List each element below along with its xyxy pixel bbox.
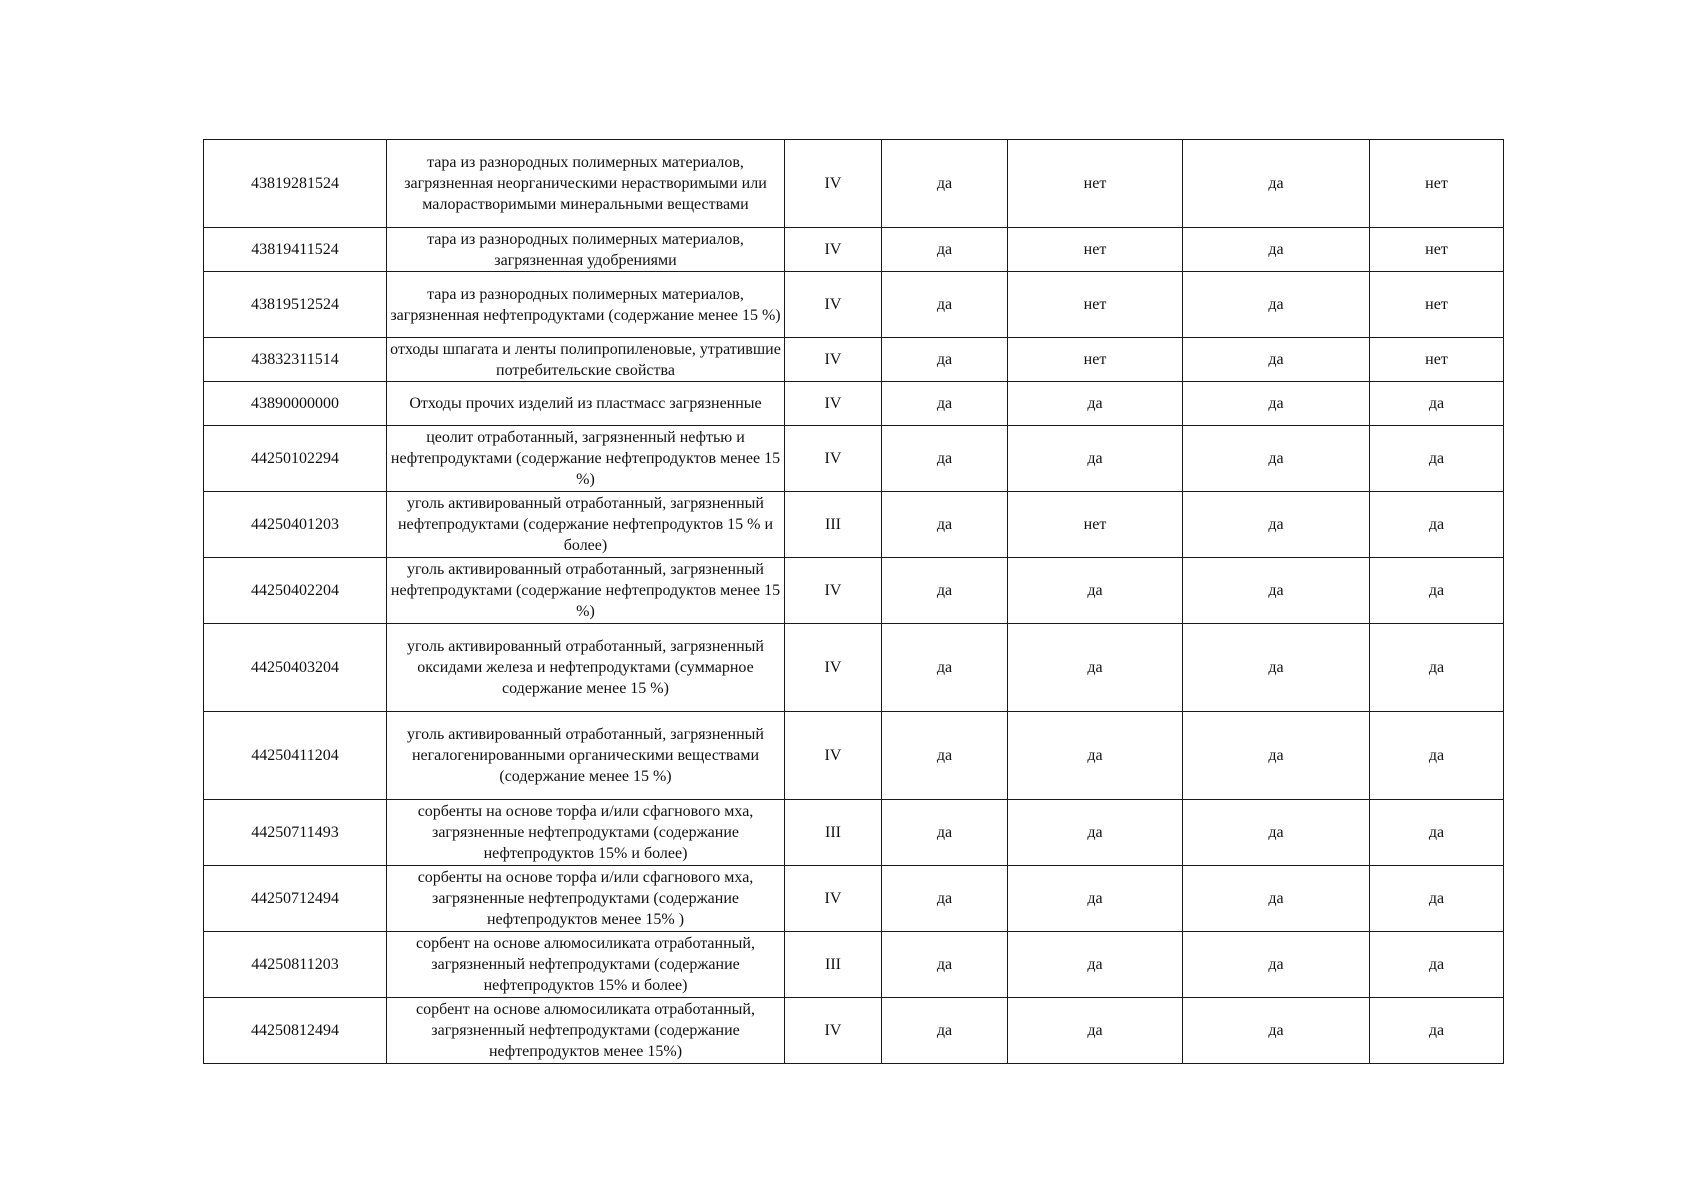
flag-cell-3: да: [1183, 272, 1370, 338]
flag-cell-4: да: [1370, 624, 1504, 712]
flag-cell-3: да: [1183, 140, 1370, 228]
flag-cell-1: да: [882, 382, 1008, 426]
flag-cell-4: нет: [1370, 272, 1504, 338]
flag-cell-4: да: [1370, 492, 1504, 558]
table-row: [204, 426, 1504, 492]
table-row: [204, 932, 1504, 998]
flag-cell-4: да: [1370, 998, 1504, 1064]
flag-cell-1: да: [882, 558, 1008, 624]
waste-code-cell: 43819411524: [204, 228, 387, 272]
table-row: [204, 382, 1504, 426]
waste-code-cell: 44250712494: [204, 866, 387, 932]
waste-name-cell: сорбент на основе алюмосиликата отработанный, загрязненный нефтепродуктами (содержание нефтепродуктов менее 15%): [387, 998, 785, 1064]
table-row: [204, 712, 1504, 800]
flag-cell-4: нет: [1370, 338, 1504, 382]
waste-name-cell: отходы шпагата и ленты полипропиленовые, утратившие потребительские свойства: [387, 338, 785, 382]
waste-name-cell: Отходы прочих изделий из пластмасс загрязненные: [387, 382, 785, 426]
waste-name-cell: уголь активированный отработанный, загрязненный оксидами железа и нефтепродуктами (суммарное содержание менее 15 %): [387, 624, 785, 712]
waste-code-cell: 44250812494: [204, 998, 387, 1064]
flag-cell-3: да: [1183, 712, 1370, 800]
flag-cell-3: да: [1183, 426, 1370, 492]
waste-code-cell: 43819512524: [204, 272, 387, 338]
flag-cell-2: да: [1008, 382, 1183, 426]
hazard-class-cell: IV: [785, 272, 882, 338]
flag-cell-3: да: [1183, 558, 1370, 624]
flag-cell-4: да: [1370, 558, 1504, 624]
flag-cell-3: да: [1183, 800, 1370, 866]
waste-name-cell: цеолит отработанный, загрязненный нефтью и нефтепродуктами (содержание нефтепродуктов менее 15 %): [387, 426, 785, 492]
table-row: [204, 228, 1504, 272]
waste-name-cell: сорбент на основе алюмосиликата отработанный, загрязненный нефтепродуктами (содержание нефтепродуктов 15% и более): [387, 932, 785, 998]
waste-name-cell: уголь активированный отработанный, загрязненный нефтепродуктами (содержание нефтепродуктов 15 % и более): [387, 492, 785, 558]
waste-code-cell: 43819281524: [204, 140, 387, 228]
flag-cell-4: нет: [1370, 228, 1504, 272]
table-row: [204, 998, 1504, 1064]
waste-table: [203, 139, 1504, 1064]
flag-cell-2: да: [1008, 624, 1183, 712]
flag-cell-1: да: [882, 624, 1008, 712]
waste-code-cell: 44250811203: [204, 932, 387, 998]
table-row: [204, 140, 1504, 228]
waste-code-cell: 44250411204: [204, 712, 387, 800]
flag-cell-1: да: [882, 228, 1008, 272]
hazard-class-cell: IV: [785, 866, 882, 932]
flag-cell-1: да: [882, 998, 1008, 1064]
waste-code-cell: 43832311514: [204, 338, 387, 382]
flag-cell-1: да: [882, 426, 1008, 492]
hazard-class-cell: III: [785, 800, 882, 866]
flag-cell-2: нет: [1008, 140, 1183, 228]
flag-cell-1: да: [882, 866, 1008, 932]
flag-cell-2: да: [1008, 712, 1183, 800]
waste-name-cell: сорбенты на основе торфа и/или сфагнового мха, загрязненные нефтепродуктами (содержание нефтепродуктов менее 15% ): [387, 866, 785, 932]
waste-code-cell: 44250401203: [204, 492, 387, 558]
flag-cell-3: да: [1183, 866, 1370, 932]
flag-cell-3: да: [1183, 492, 1370, 558]
hazard-class-cell: IV: [785, 712, 882, 800]
table-row: [204, 272, 1504, 338]
table-row: [204, 492, 1504, 558]
hazard-class-cell: IV: [785, 624, 882, 712]
hazard-class-cell: IV: [785, 140, 882, 228]
table-row: [204, 338, 1504, 382]
hazard-class-cell: IV: [785, 228, 882, 272]
flag-cell-3: да: [1183, 338, 1370, 382]
flag-cell-3: да: [1183, 932, 1370, 998]
flag-cell-4: да: [1370, 426, 1504, 492]
table-row: [204, 558, 1504, 624]
flag-cell-4: да: [1370, 382, 1504, 426]
flag-cell-2: да: [1008, 932, 1183, 998]
hazard-class-cell: IV: [785, 558, 882, 624]
flag-cell-1: да: [882, 140, 1008, 228]
flag-cell-2: да: [1008, 426, 1183, 492]
hazard-class-cell: IV: [785, 998, 882, 1064]
waste-code-cell: 44250102294: [204, 426, 387, 492]
flag-cell-1: да: [882, 712, 1008, 800]
hazard-class-cell: IV: [785, 338, 882, 382]
waste-name-cell: тара из разнородных полимерных материалов, загрязненная удобрениями: [387, 228, 785, 272]
flag-cell-1: да: [882, 338, 1008, 382]
flag-cell-1: да: [882, 800, 1008, 866]
flag-cell-1: да: [882, 492, 1008, 558]
hazard-class-cell: III: [785, 492, 882, 558]
waste-code-cell: 44250403204: [204, 624, 387, 712]
flag-cell-2: нет: [1008, 492, 1183, 558]
flag-cell-4: да: [1370, 932, 1504, 998]
flag-cell-2: да: [1008, 998, 1183, 1064]
hazard-class-cell: IV: [785, 426, 882, 492]
flag-cell-3: да: [1183, 624, 1370, 712]
flag-cell-3: да: [1183, 228, 1370, 272]
waste-code-cell: 44250402204: [204, 558, 387, 624]
flag-cell-3: да: [1183, 382, 1370, 426]
waste-code-cell: 43890000000: [204, 382, 387, 426]
table-row: [204, 624, 1504, 712]
flag-cell-1: да: [882, 272, 1008, 338]
hazard-class-cell: IV: [785, 382, 882, 426]
flag-cell-2: нет: [1008, 228, 1183, 272]
flag-cell-2: да: [1008, 558, 1183, 624]
flag-cell-2: да: [1008, 800, 1183, 866]
waste-code-cell: 44250711493: [204, 800, 387, 866]
flag-cell-1: да: [882, 932, 1008, 998]
waste-name-cell: тара из разнородных полимерных материалов, загрязненная нефтепродуктами (содержание менее 15 %): [387, 272, 785, 338]
flag-cell-4: да: [1370, 800, 1504, 866]
flag-cell-4: да: [1370, 712, 1504, 800]
waste-name-cell: тара из разнородных полимерных материалов, загрязненная неорганическими нерастворимыми или малорастворимыми минеральными веществами: [387, 140, 785, 228]
table-row: [204, 866, 1504, 932]
waste-name-cell: уголь активированный отработанный, загрязненный нефтепродуктами (содержание нефтепродуктов менее 15 %): [387, 558, 785, 624]
flag-cell-4: нет: [1370, 140, 1504, 228]
flag-cell-2: нет: [1008, 272, 1183, 338]
flag-cell-2: нет: [1008, 338, 1183, 382]
table-row: [204, 800, 1504, 866]
hazard-class-cell: III: [785, 932, 882, 998]
flag-cell-2: да: [1008, 866, 1183, 932]
waste-name-cell: уголь активированный отработанный, загрязненный негалогенированными органическими веществами (содержание менее 15 %): [387, 712, 785, 800]
flag-cell-3: да: [1183, 998, 1370, 1064]
waste-name-cell: сорбенты на основе торфа и/или сфагнового мха, загрязненные нефтепродуктами (содержание нефтепродуктов 15% и более): [387, 800, 785, 866]
flag-cell-4: да: [1370, 866, 1504, 932]
